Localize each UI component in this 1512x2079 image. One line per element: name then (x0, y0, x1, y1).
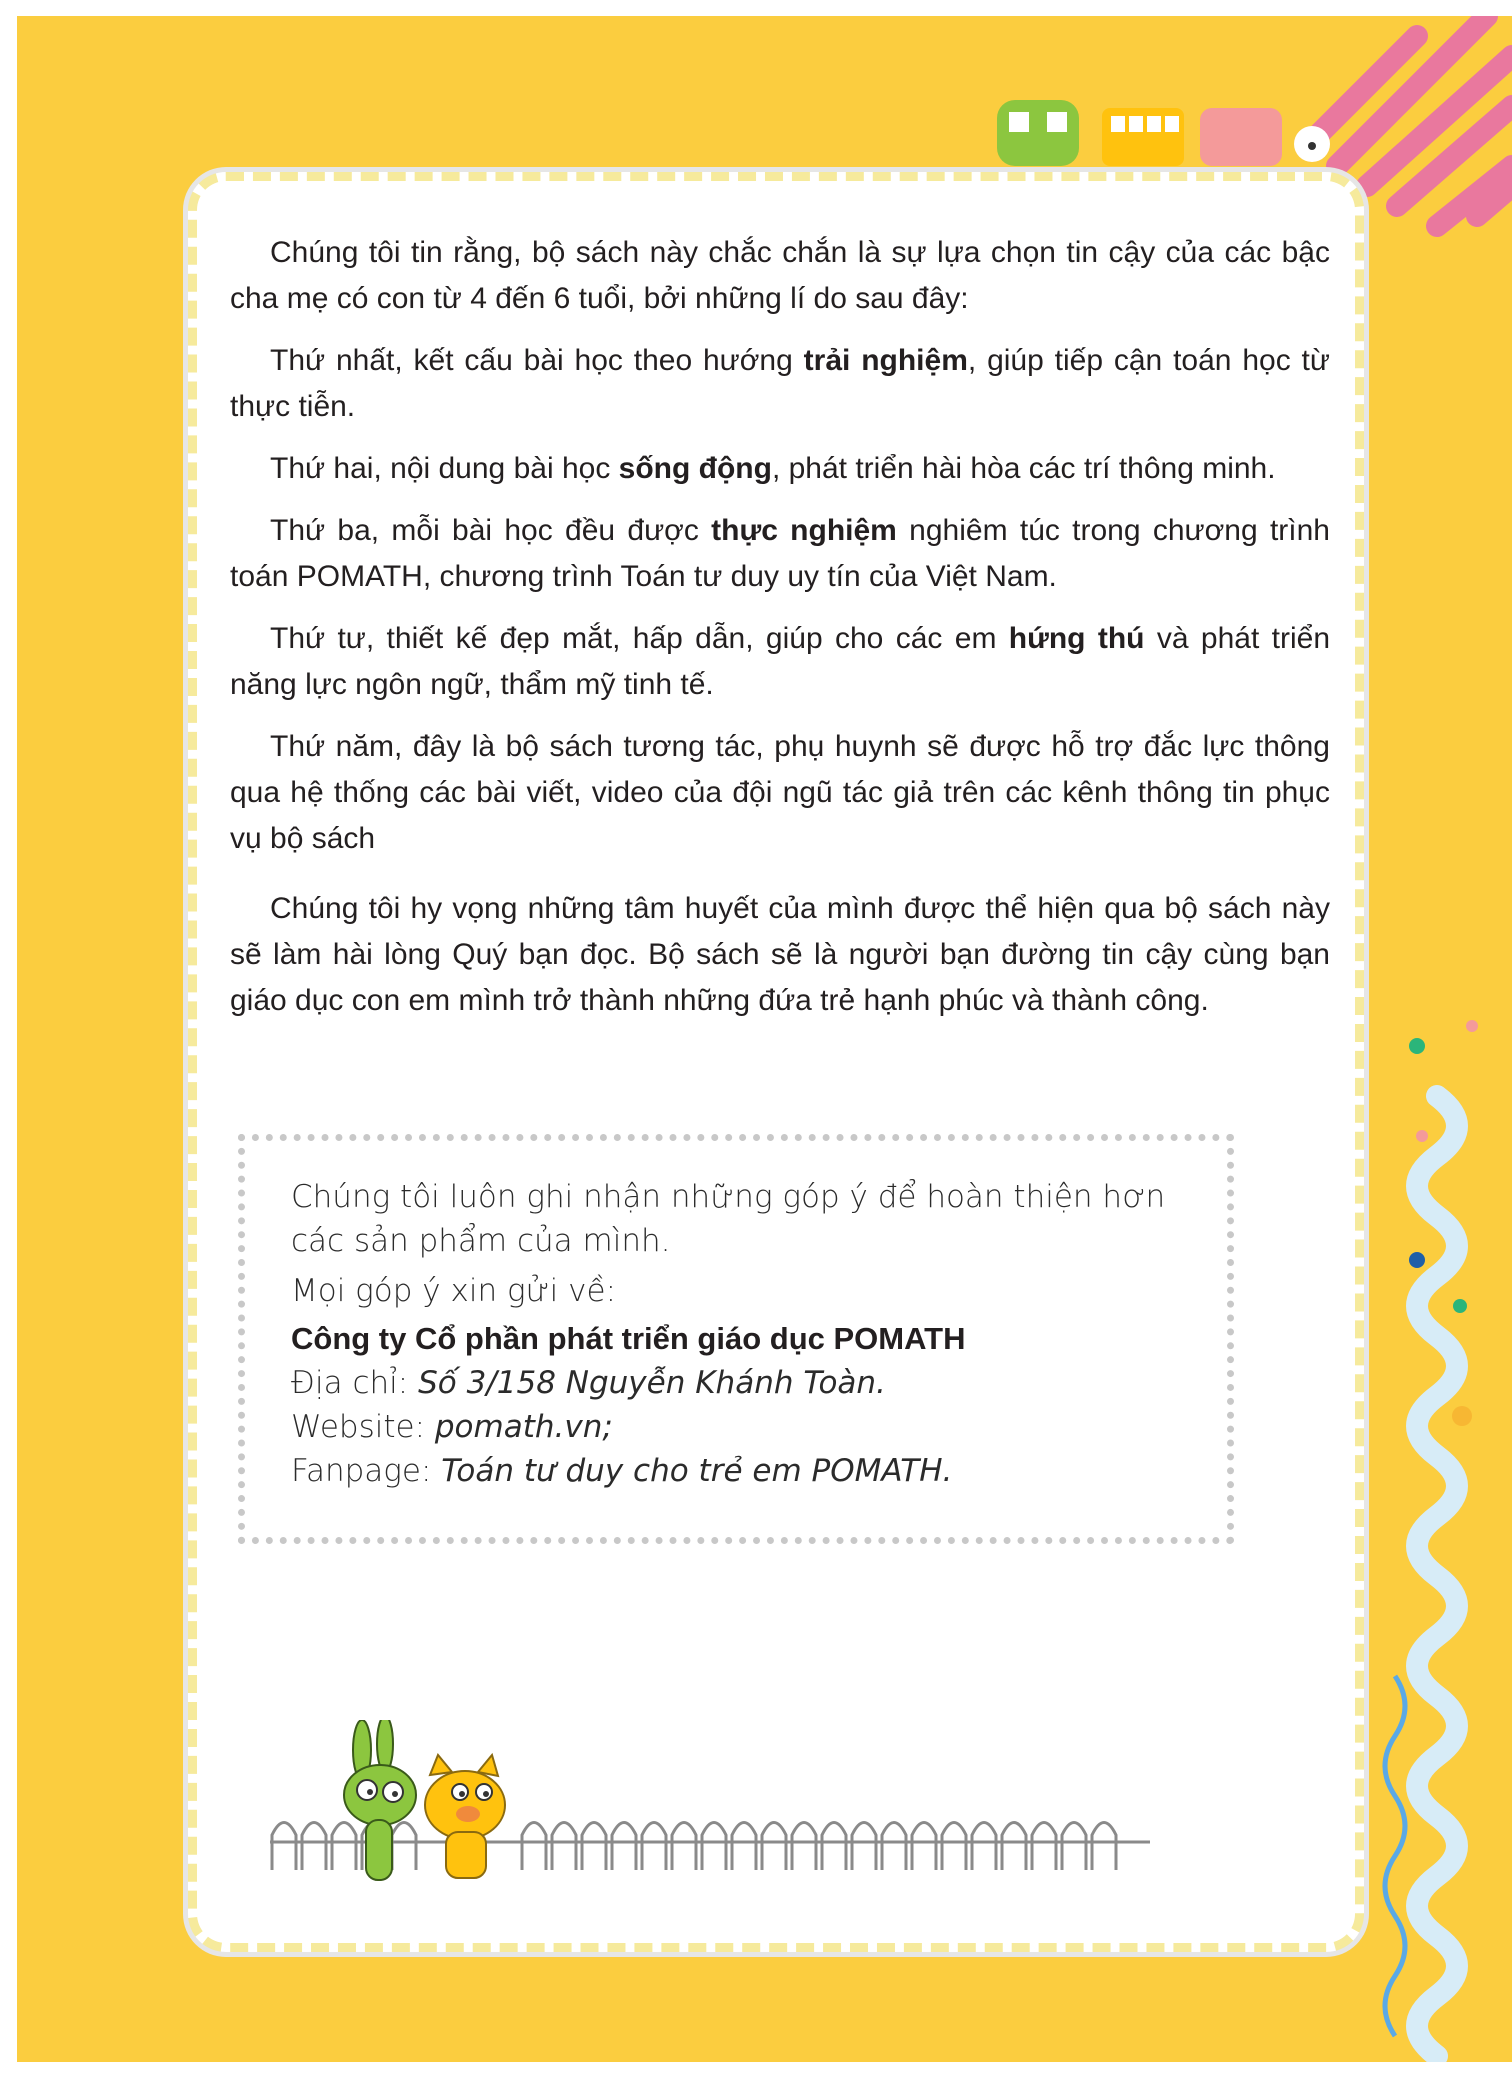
paragraph-bold: trải nghiệm (803, 344, 968, 377)
paragraph-text: Thứ ba, mỗi bài học đều được (270, 514, 712, 547)
dot-decoration (1409, 1038, 1425, 1054)
address-value: Số 3/158 Nguyễn Khánh Toàn. (418, 1365, 886, 1401)
paragraph-fifth (230, 724, 1330, 862)
paragraph-bold: hứng thú (1008, 622, 1145, 655)
fanpage-label: Fanpage: (291, 1453, 442, 1489)
fanpage-value: Toán tư duy cho trẻ em POMATH. (441, 1453, 953, 1489)
paragraph-bold: thực nghiệm (711, 514, 897, 547)
paragraph-bold: sống động (618, 452, 772, 485)
contact-send-to: Mọi góp ý xin gửi về: (291, 1273, 617, 1309)
paragraph-text: Thứ hai, nội dung bài học (270, 452, 619, 485)
train-icon (997, 100, 1330, 168)
paragraph-third (230, 508, 1330, 600)
paragraph-text: , phát triển hài hòa các trí thông minh. (771, 452, 1276, 485)
paragraph-second (230, 446, 1330, 492)
paragraph-text: Chúng tôi tin rằng, bộ sách này chắc chắn là sự lựa chọn tin cậy của các bậc cha mẹ có con từ 4 đến 6 tuổi, bởi những lí do sau đây: (230, 236, 1330, 315)
paragraph-text: Thứ nhất, kết cấu bài học theo hướng (270, 344, 804, 377)
paragraph-text: Thứ tư, thiết kế đẹp mắt, hấp dẫn, giúp cho các em (270, 622, 1009, 655)
paragraph-intro (230, 230, 1330, 322)
pig-character (425, 1755, 505, 1878)
paragraph-text: Chúng tôi hy vọng những tâm huyết của mình được thể hiện qua bộ sách này sẽ làm hài lòng Quý bạn đọc. Bộ sách sẽ là người bạn đường tin cậy cùng bạn giáo dục con em mình trở thành những đứa trẻ hạnh phúc và thành công. (230, 892, 1330, 1017)
address-label: Địa chỉ: (291, 1365, 419, 1401)
contact-website (291, 1405, 1191, 1449)
fence-decoration (270, 1823, 1150, 1871)
paragraph-text: và phát triển năng lực ngôn ngữ, thẩm mỹ tinh tế. (230, 622, 1330, 701)
paragraph-text: Thứ năm, đây là bộ sách tương tác, phụ huynh sẽ được hỗ trợ đắc lực thông qua hệ thống các bài viết, video của đội ngũ tác giả trên các kênh thông tin phục vụ bộ sách (230, 730, 1330, 855)
wave-decoration (1417, 1096, 1457, 2056)
contact-content (291, 1175, 1191, 1493)
paragraph-first (230, 338, 1330, 430)
paragraph-closing (230, 886, 1330, 1024)
contact-address (291, 1361, 1191, 1405)
website-value: pomath.vn; (434, 1409, 613, 1445)
paragraph-text: , giúp tiếp cận toán học từ thực tiễn. (230, 344, 1330, 423)
contact-intro: Chúng tôi luôn ghi nhận những góp ý để hoàn thiện hơn các sản phẩm của mình. (291, 1179, 1166, 1259)
paragraph-fourth (230, 616, 1330, 708)
contact-fanpage (291, 1449, 1191, 1493)
contact-box (238, 1134, 1234, 1544)
characters-illustration (260, 1720, 1160, 1900)
website-label: Website: (291, 1409, 435, 1445)
body-text (230, 230, 1330, 1040)
contact-company: Công ty Cổ phần phát triển giáo dục POMATH (291, 1321, 966, 1356)
paragraph-text: nghiêm túc trong chương trình toán POMATH, chương trình Toán tư duy uy tín của Việt Nam. (230, 514, 1330, 593)
